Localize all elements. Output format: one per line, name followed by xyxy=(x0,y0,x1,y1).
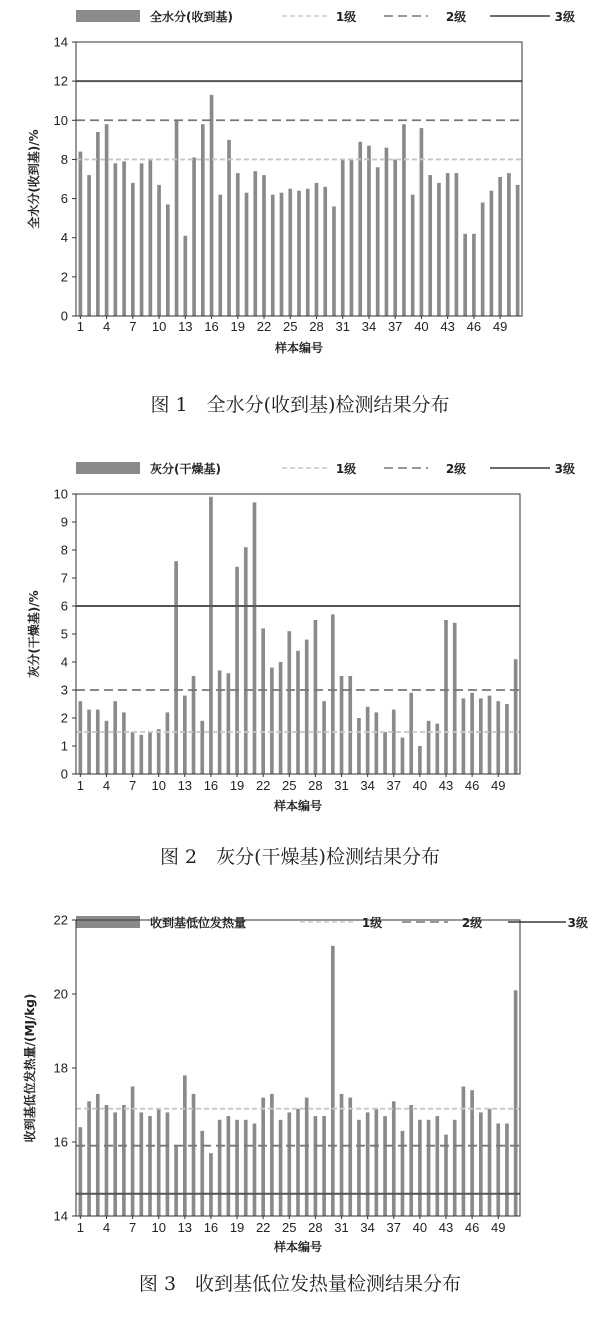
bar-13 xyxy=(183,236,187,316)
bar-20 xyxy=(244,1120,248,1216)
bar-49 xyxy=(496,1124,500,1217)
bar-23 xyxy=(271,195,275,316)
bar-9 xyxy=(148,732,152,774)
x-tick-label-12: 37 xyxy=(386,1220,401,1235)
x-tick-label-0: 1 xyxy=(76,319,84,334)
x-tick-label-10: 31 xyxy=(334,1220,349,1235)
legend-swatch-series xyxy=(76,916,140,928)
bar-5 xyxy=(113,701,117,774)
bar-1 xyxy=(79,152,83,316)
legend-label-level-2: 2级 xyxy=(461,916,483,930)
bar-16 xyxy=(210,95,214,316)
bar-3 xyxy=(96,710,100,774)
legend-label-level-1: 1级 xyxy=(335,462,357,476)
bar-20 xyxy=(244,547,248,774)
x-tick-label-6: 19 xyxy=(229,778,245,793)
x-tick-label-10: 31 xyxy=(335,319,350,334)
y-tick-label-3: 3 xyxy=(60,682,68,698)
y-tick-label-7: 14 xyxy=(53,34,68,50)
chart-panel-2 xyxy=(0,448,600,878)
bar-34 xyxy=(366,707,370,774)
bar-37 xyxy=(392,1101,396,1216)
bar-38 xyxy=(401,1131,405,1216)
bar-30 xyxy=(331,946,335,1216)
x-tick-label-0: 1 xyxy=(76,1220,84,1235)
bar-29 xyxy=(322,1116,326,1216)
bar-38 xyxy=(401,738,405,774)
x-tick-label-13: 40 xyxy=(412,1220,428,1235)
bar-48 xyxy=(490,191,494,316)
legend-label-level-2: 2级 xyxy=(445,10,467,24)
bar-41 xyxy=(427,1120,431,1216)
bar-32 xyxy=(348,1098,352,1216)
bar-48 xyxy=(488,696,492,774)
bar-43 xyxy=(446,173,450,316)
legend-label-level-3: 3级 xyxy=(554,462,575,476)
bar-10 xyxy=(157,729,161,774)
y-tick-label-2: 18 xyxy=(53,1060,68,1076)
bar-13 xyxy=(183,696,187,774)
bar-19 xyxy=(236,173,240,316)
bar-44 xyxy=(455,173,459,316)
x-tick-label-2: 7 xyxy=(128,778,137,793)
chart-svg-2 xyxy=(0,448,600,828)
x-tick-label-9: 28 xyxy=(309,319,324,334)
bar-31 xyxy=(341,159,345,316)
legend-label-level-1: 1级 xyxy=(335,10,357,24)
bar-22 xyxy=(261,628,265,774)
y-tick-label-10: 10 xyxy=(53,486,68,502)
x-axis-label: 样本编号 xyxy=(274,341,324,355)
bar-34 xyxy=(366,1112,370,1216)
bar-17 xyxy=(218,195,222,316)
y-axis-label: 灰分(干燥基)/% xyxy=(27,590,41,678)
legend-label-series: 灰分(干燥基) xyxy=(150,462,221,476)
bar-8 xyxy=(140,163,144,316)
chart-svg-3 xyxy=(0,900,600,1260)
bar-30 xyxy=(331,614,335,774)
legend-swatch-series xyxy=(76,462,140,474)
bar-36 xyxy=(385,148,389,316)
bar-15 xyxy=(200,1131,204,1216)
bar-45 xyxy=(463,234,467,316)
bar-30 xyxy=(332,206,336,316)
bar-2 xyxy=(87,710,91,774)
bar-46 xyxy=(470,693,474,774)
bar-29 xyxy=(323,187,327,316)
x-tick-label-3: 10 xyxy=(151,778,166,793)
chart-panel-3 xyxy=(0,900,600,1317)
x-tick-label-6: 19 xyxy=(230,319,246,334)
bar-14 xyxy=(192,157,196,316)
y-tick-label-3: 6 xyxy=(60,191,68,207)
x-tick-label-11: 34 xyxy=(361,319,377,334)
bar-23 xyxy=(270,668,274,774)
bar-33 xyxy=(357,718,361,774)
bar-47 xyxy=(479,1112,483,1216)
y-tick-label-0: 0 xyxy=(60,308,68,324)
y-tick-label-6: 6 xyxy=(60,598,68,614)
bar-35 xyxy=(375,712,379,774)
bar-20 xyxy=(245,193,249,316)
bar-26 xyxy=(296,1109,300,1216)
y-tick-label-9: 9 xyxy=(60,514,68,530)
bar-25 xyxy=(287,631,291,774)
y-axis-label: 收到基低位发热量/(MJ/kg) xyxy=(23,993,37,1143)
x-tick-label-11: 34 xyxy=(360,1220,375,1235)
x-tick-label-6: 19 xyxy=(229,1220,245,1235)
bar-51 xyxy=(516,185,520,316)
bar-50 xyxy=(505,1124,509,1217)
legend-label-level-3: 3级 xyxy=(554,10,575,24)
x-tick-label-8: 25 xyxy=(282,778,297,793)
bar-33 xyxy=(357,1120,361,1216)
y-tick-label-0: 0 xyxy=(60,766,68,782)
x-tick-label-12: 37 xyxy=(386,778,401,793)
bar-11 xyxy=(166,712,170,774)
bar-22 xyxy=(261,1098,265,1216)
y-tick-label-6: 12 xyxy=(53,73,68,89)
bar-44 xyxy=(453,1120,457,1216)
bar-32 xyxy=(350,159,354,316)
x-tick-label-12: 37 xyxy=(387,319,403,334)
y-tick-label-1: 1 xyxy=(60,738,68,754)
x-tick-label-1: 4 xyxy=(102,778,111,793)
y-tick-label-4: 8 xyxy=(60,151,68,167)
bar-31 xyxy=(340,1094,344,1216)
bar-27 xyxy=(305,1098,309,1216)
bar-18 xyxy=(227,1116,231,1216)
bar-12 xyxy=(174,561,178,774)
figure-caption-3: 图 3 收到基低位发热量检测结果分布 xyxy=(138,1273,462,1295)
x-tick-label-0: 1 xyxy=(76,778,84,793)
bar-6 xyxy=(122,712,126,774)
x-tick-label-7: 22 xyxy=(255,1220,271,1235)
bar-8 xyxy=(139,1112,143,1216)
bar-12 xyxy=(174,1146,178,1216)
bar-29 xyxy=(322,701,326,774)
bar-35 xyxy=(376,167,380,316)
bar-24 xyxy=(279,1120,283,1216)
bar-48 xyxy=(488,1109,492,1216)
bar-5 xyxy=(113,1112,117,1216)
bar-41 xyxy=(428,175,432,316)
bar-9 xyxy=(148,1116,152,1216)
x-tick-label-5: 16 xyxy=(203,778,219,793)
bar-25 xyxy=(287,1112,291,1216)
bar-4 xyxy=(105,721,109,774)
bar-13 xyxy=(183,1075,187,1216)
x-tick-label-15: 46 xyxy=(466,319,482,334)
bar-16 xyxy=(209,1153,213,1216)
bar-27 xyxy=(306,189,310,316)
bar-45 xyxy=(462,698,466,774)
x-tick-label-3: 10 xyxy=(151,319,167,334)
bar-36 xyxy=(383,1116,387,1216)
bar-44 xyxy=(453,623,457,774)
y-tick-label-5: 10 xyxy=(53,112,68,128)
figure-caption-2: 图 2 灰分(干燥基)检测结果分布 xyxy=(160,846,440,868)
x-tick-label-2: 7 xyxy=(128,1220,137,1235)
chart-svg-1 xyxy=(0,0,600,380)
x-tick-label-15: 46 xyxy=(464,778,480,793)
bar-21 xyxy=(253,171,257,316)
bar-7 xyxy=(131,1087,135,1217)
x-tick-label-14: 43 xyxy=(438,778,454,793)
x-tick-label-7: 22 xyxy=(256,319,272,334)
bar-15 xyxy=(201,124,205,316)
bar-4 xyxy=(105,1105,109,1216)
bar-27 xyxy=(305,640,309,774)
bar-26 xyxy=(297,191,301,316)
y-tick-label-1: 2 xyxy=(60,269,68,285)
bar-50 xyxy=(505,704,509,774)
bar-42 xyxy=(435,1116,439,1216)
bar-19 xyxy=(235,1120,239,1216)
y-tick-label-8: 8 xyxy=(60,542,68,558)
legend-label-series: 收到基低位发热量 xyxy=(150,916,247,930)
bar-35 xyxy=(375,1109,379,1216)
x-tick-label-4: 13 xyxy=(178,319,193,334)
x-tick-label-5: 16 xyxy=(203,1220,219,1235)
bar-40 xyxy=(420,128,424,316)
x-tick-label-11: 34 xyxy=(360,778,375,793)
x-tick-label-16: 49 xyxy=(491,778,506,793)
y-tick-label-2: 2 xyxy=(60,710,68,726)
x-tick-label-3: 10 xyxy=(151,1220,166,1235)
bar-49 xyxy=(498,177,502,316)
bar-1 xyxy=(79,1127,83,1216)
bar-34 xyxy=(367,146,371,316)
x-axis-label: 样本编号 xyxy=(273,799,323,813)
bar-37 xyxy=(393,159,397,316)
bar-39 xyxy=(411,195,415,316)
bar-40 xyxy=(418,746,422,774)
x-tick-label-16: 49 xyxy=(491,1220,506,1235)
x-tick-label-7: 22 xyxy=(255,778,271,793)
bar-28 xyxy=(314,1116,318,1216)
bar-11 xyxy=(166,1112,170,1216)
bar-4 xyxy=(105,124,109,316)
x-tick-label-2: 7 xyxy=(129,319,137,334)
legend-swatch-series xyxy=(76,10,140,22)
x-tick-label-8: 25 xyxy=(282,1220,297,1235)
chart-panel-1 xyxy=(0,0,600,430)
y-tick-label-3: 20 xyxy=(53,986,68,1002)
bar-47 xyxy=(481,202,485,316)
bar-21 xyxy=(253,1124,257,1217)
bar-51 xyxy=(514,990,518,1216)
x-tick-label-9: 28 xyxy=(308,1220,323,1235)
bar-37 xyxy=(392,710,396,774)
bar-24 xyxy=(279,662,283,774)
bar-24 xyxy=(280,193,284,316)
bar-28 xyxy=(314,620,318,774)
bar-10 xyxy=(157,185,161,316)
x-tick-label-9: 28 xyxy=(308,778,323,793)
bar-7 xyxy=(131,183,135,316)
x-tick-label-10: 31 xyxy=(334,778,349,793)
bar-39 xyxy=(409,693,413,774)
x-tick-label-15: 46 xyxy=(464,1220,480,1235)
bar-22 xyxy=(262,175,266,316)
legend-label-series: 全水分(收到基) xyxy=(150,10,233,24)
bar-19 xyxy=(235,567,239,774)
bar-1 xyxy=(79,701,83,774)
bar-18 xyxy=(227,140,231,316)
x-tick-label-4: 13 xyxy=(177,1220,193,1235)
bar-21 xyxy=(253,502,257,774)
y-tick-label-1: 16 xyxy=(53,1134,68,1150)
y-tick-label-2: 4 xyxy=(60,230,68,246)
bar-10 xyxy=(157,1109,161,1216)
x-axis-label: 样本编号 xyxy=(273,1240,323,1254)
bar-2 xyxy=(87,1101,91,1216)
x-tick-label-13: 40 xyxy=(412,778,428,793)
bar-23 xyxy=(270,1094,274,1216)
bar-49 xyxy=(496,701,500,774)
bar-26 xyxy=(296,651,300,774)
bar-6 xyxy=(122,1105,126,1216)
bar-14 xyxy=(192,1094,196,1216)
legend-label-level-1: 1级 xyxy=(361,916,383,930)
bar-5 xyxy=(114,163,118,316)
x-tick-label-14: 43 xyxy=(438,1220,454,1235)
x-tick-label-16: 49 xyxy=(492,319,508,334)
legend-label-level-3: 3级 xyxy=(567,916,588,930)
bar-40 xyxy=(418,1120,422,1216)
bar-8 xyxy=(139,735,143,774)
x-tick-label-1: 4 xyxy=(102,319,111,334)
bar-11 xyxy=(166,204,170,316)
bar-46 xyxy=(472,234,476,316)
bar-36 xyxy=(383,732,387,774)
bar-47 xyxy=(479,698,483,774)
x-tick-label-4: 13 xyxy=(177,778,193,793)
y-tick-label-5: 5 xyxy=(60,626,68,642)
bar-9 xyxy=(149,159,153,316)
x-tick-label-13: 40 xyxy=(414,319,429,334)
bar-38 xyxy=(402,124,406,316)
bar-6 xyxy=(122,161,126,316)
y-tick-label-7: 7 xyxy=(60,570,68,586)
bar-42 xyxy=(437,183,441,316)
x-tick-label-14: 43 xyxy=(440,319,455,334)
bar-51 xyxy=(514,659,518,774)
x-tick-label-1: 4 xyxy=(102,1220,111,1235)
bar-17 xyxy=(218,670,222,774)
x-tick-label-8: 25 xyxy=(283,319,298,334)
x-tick-label-5: 16 xyxy=(204,319,219,334)
bar-28 xyxy=(315,183,319,316)
bar-18 xyxy=(227,673,231,774)
bar-15 xyxy=(200,721,204,774)
bar-7 xyxy=(131,732,135,774)
bar-2 xyxy=(87,175,91,316)
bar-50 xyxy=(507,173,511,316)
bar-45 xyxy=(462,1087,466,1217)
bar-12 xyxy=(175,120,179,316)
bar-17 xyxy=(218,1120,222,1216)
bar-39 xyxy=(409,1105,413,1216)
figure-caption-1: 图 1 全水分(收到基)检测结果分布 xyxy=(150,394,450,416)
bar-33 xyxy=(358,142,362,316)
y-tick-label-4: 22 xyxy=(53,912,68,928)
y-tick-label-4: 4 xyxy=(60,654,68,670)
y-tick-label-0: 14 xyxy=(53,1208,68,1224)
legend-label-level-2: 2级 xyxy=(445,462,467,476)
bar-43 xyxy=(444,620,448,774)
bar-41 xyxy=(427,721,431,774)
bar-43 xyxy=(444,1135,448,1216)
bar-3 xyxy=(96,1094,100,1216)
y-axis-label: 全水分(收到基)/% xyxy=(27,129,41,229)
bar-25 xyxy=(288,189,292,316)
